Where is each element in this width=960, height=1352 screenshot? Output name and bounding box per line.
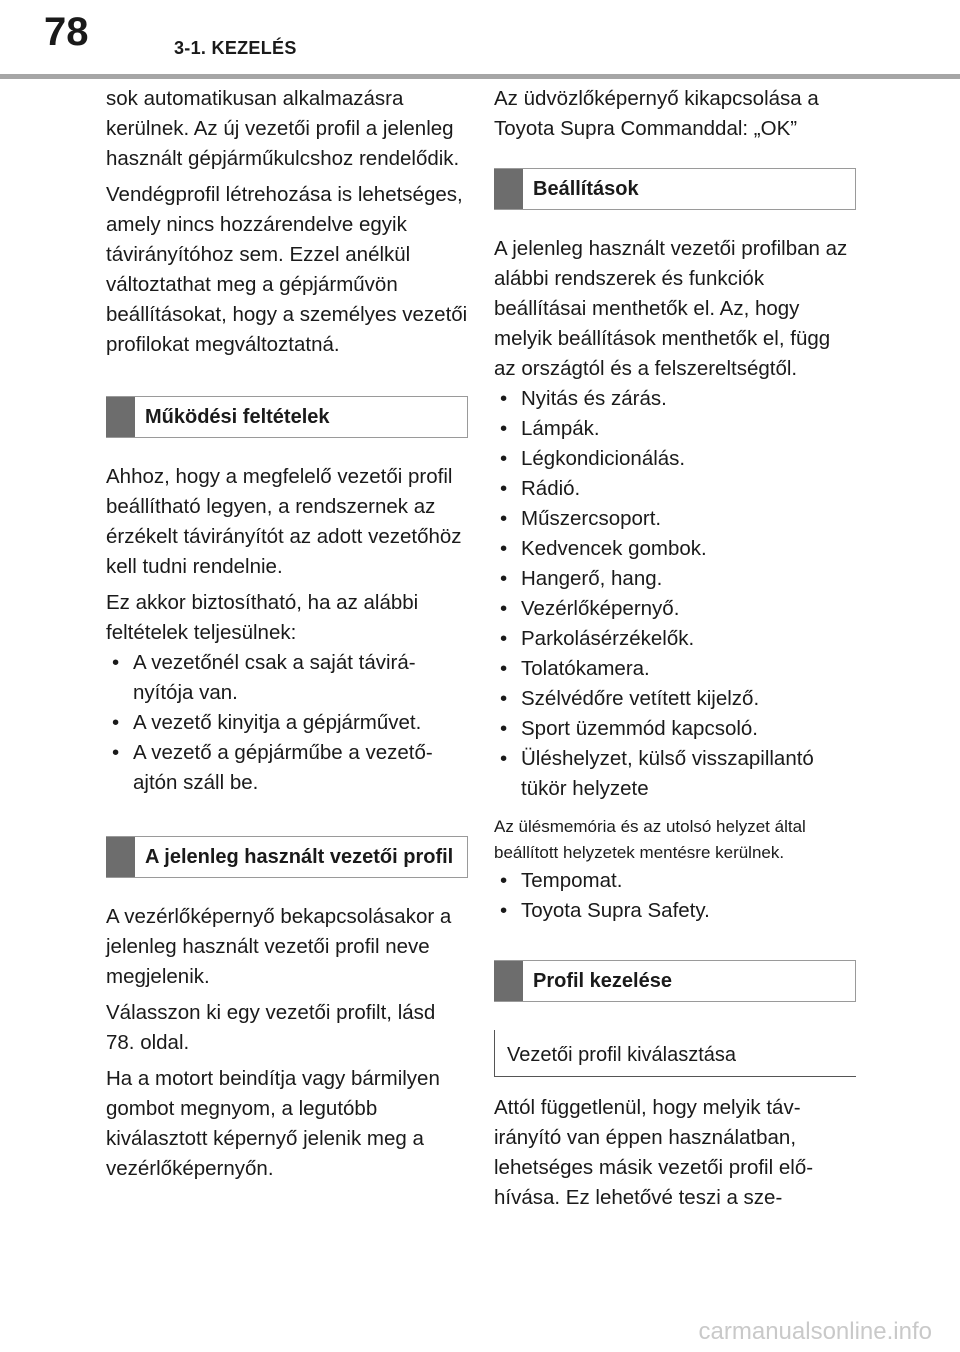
list-item: • Üléshelyzet, külső visszapillantó tükör helyzete (494, 744, 856, 804)
conditions-paragraph-2: Ez akkor biztosítható, ha az alábbi feltételek teljesülnek: (106, 591, 419, 644)
section-title: 3-1. KEZELÉS (174, 38, 297, 58)
subheading-select-profile: Vezetői profil kiválasztása (494, 1030, 856, 1077)
right-column (494, 84, 856, 1213)
page-number: 78 (44, 10, 89, 54)
intro-paragraph-1: sok automatikusan alkalmazásra kerülnek. Az új vezetői profil a jelenleg használt gépjárműkulcshoz rendelődik. (106, 87, 460, 170)
current-profile-paragraph-3: Ha a motort beindítja vagy bármilyen gombot megnyom, a legutóbb kiválasztott képernyő jelenik meg a vezérlőképernyőn. (106, 1067, 440, 1180)
heading-profile-management (494, 960, 856, 1002)
settings-list (494, 384, 856, 804)
list-item: • A vezető kinyitja a gépjárművet. (106, 708, 468, 738)
heading-current-profile (106, 836, 468, 878)
page-header (0, 0, 960, 80)
settings-paragraph: A jelenleg használt vezetői profilban az alábbi rendszerek és funkciók beállításai menthetők el. Az, hogy melyik beállítások menthetők el, függ az országtól és a felszereltségtől. (494, 237, 848, 380)
heading-bar (106, 837, 135, 877)
list-item: • A vezető a gépjárműbe a vezetőajtón száll be. (106, 738, 468, 798)
list-item: • Toyota Supra Safety. (494, 896, 856, 926)
list-item: • Kedvencek gombok. (494, 534, 856, 564)
list-item: • Nyitás és zárás. (494, 384, 856, 414)
intro-paragraph-2: Vendégprofil létrehozása is lehetséges, amely nincs hozzárendelve egyik távirányítóhoz sem. Ezzel anélkül változtathat meg a gépjárművön beállításokat, hogy a személyes vezetői profilokat megváltoztatná. (106, 183, 468, 356)
left-column (106, 84, 468, 1184)
heading-bar (494, 169, 523, 209)
current-profile-paragraph-2: Válasszon ki egy vezetői profilt, lásd 78. oldal. (106, 1001, 436, 1054)
list-item: • Hangerő, hang. (494, 564, 856, 594)
heading-text: A jelenleg használt vezetői profil (145, 846, 454, 868)
memory-note: Az ülésmemória és az utolsó helyzet által beállított helyzetek mentésre kerülnek. (494, 817, 806, 862)
header-rule (0, 74, 960, 79)
list-item: • Lámpák. (494, 414, 856, 444)
list-item: • Tolatókamera. (494, 654, 856, 684)
current-profile-paragraph-1: A vezérlőképernyő bekapcsolásakor a jelenleg használt vezetői profil neve megjelenik. (106, 905, 452, 988)
list-item: • Műszercsoport. (494, 504, 856, 534)
list-item: • Szélvédőre vetített kijelző. (494, 684, 856, 714)
profile-selection-paragraph: Attól függetlenül, hogy melyik távirányító van éppen használatban, lehetséges másik vezetői profil előhívása. Ez lehetővé teszi a sze- (494, 1096, 814, 1209)
settings-list-2 (494, 866, 856, 926)
list-item: • Sport üzemmód kapcsoló. (494, 714, 856, 744)
list-item: • A vezetőnél csak a saját távirányítója van. (106, 648, 468, 708)
list-item: • Légkondicionálás. (494, 444, 856, 474)
heading-text: Beállítások (533, 178, 639, 200)
list-item: • Rádió. (494, 474, 856, 504)
list-item: • Tempomat. (494, 866, 856, 896)
heading-bar (106, 397, 135, 437)
watermark: carmanualsonline.info (698, 1318, 932, 1345)
conditions-list (106, 648, 468, 798)
heading-bar (494, 961, 523, 1001)
heading-settings (494, 168, 856, 210)
welcome-screen-paragraph: Az üdvözlőképernyő kikapcsolása a Toyota Supra Commanddal: „OK” (494, 87, 819, 140)
heading-text: Profil kezelése (533, 970, 672, 992)
heading-text: Működési feltételek (145, 406, 330, 428)
list-item: • Parkolásérzékelők. (494, 624, 856, 654)
list-item: • Vezérlőképernyő. (494, 594, 856, 624)
heading-operating-conditions (106, 396, 468, 438)
conditions-paragraph-1: Ahhoz, hogy a megfelelő vezetői profil beállítható legyen, a rendszernek az érzékelt távirányítót az adott vezetőhöz kell tudni rendelnie. (106, 465, 462, 578)
